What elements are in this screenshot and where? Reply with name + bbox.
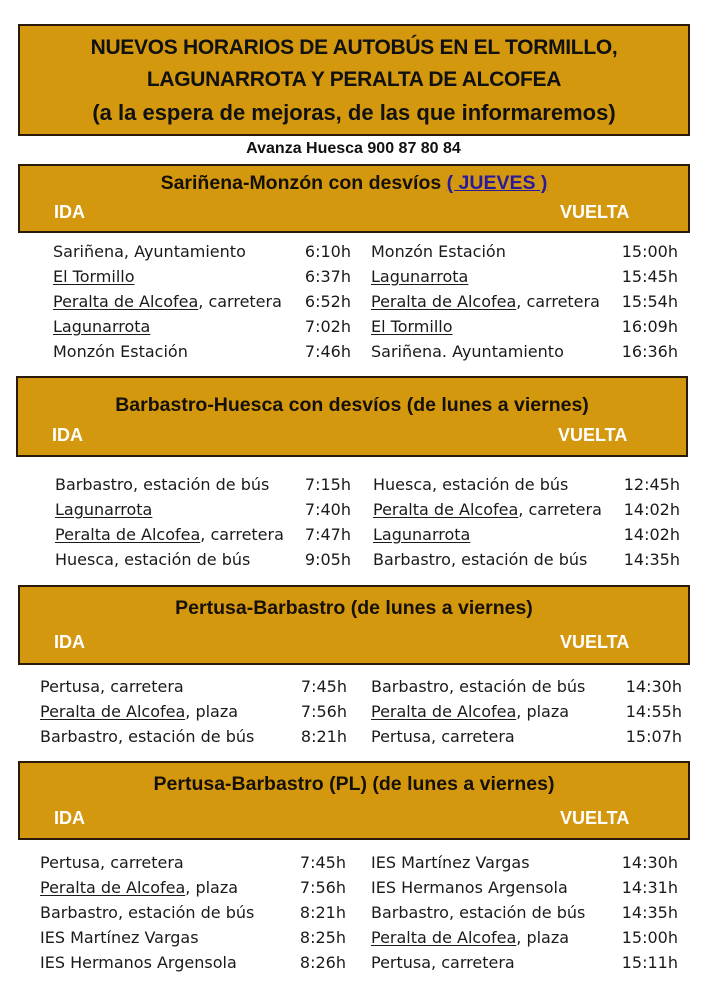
stop-detail: Huesca, estación de bús xyxy=(373,475,569,494)
stop-row xyxy=(40,674,347,699)
stop-detail: , plaza xyxy=(516,928,570,947)
ida-label: IDA xyxy=(54,808,85,828)
title-line-2: LAGUNARROTA Y PERALTA DE ALCOFEA xyxy=(146,68,562,91)
stop-row xyxy=(55,547,351,572)
stop-row xyxy=(371,925,678,950)
stop-name xyxy=(371,724,515,749)
main-title-banner xyxy=(18,24,690,136)
stop-name xyxy=(40,875,238,900)
stop-detail: IES Martínez Vargas xyxy=(371,853,530,872)
stop-detail: Barbastro, estación de bús xyxy=(40,903,255,922)
departure-time: 7:15h xyxy=(304,475,351,494)
stop-row xyxy=(371,674,682,699)
departure-time: 7:40h xyxy=(304,500,351,519)
stop-row xyxy=(371,239,678,264)
departure-time: 14:35h xyxy=(623,550,680,569)
stop-detail: Sariñena. Ayuntamiento xyxy=(371,342,564,361)
departure-time: 15:00h xyxy=(621,242,678,261)
departure-time: 14:35h xyxy=(621,903,678,922)
vuelta-label: VUELTA xyxy=(560,808,630,828)
stop-detail: , plaza xyxy=(185,878,239,897)
stop-row xyxy=(371,264,678,289)
stop-row xyxy=(371,850,678,875)
stop-name xyxy=(371,699,569,724)
departure-time: 6:52h xyxy=(304,292,351,311)
vuelta-label: VUELTA xyxy=(560,202,630,222)
stop-detail: Barbastro, estación de bús xyxy=(371,903,586,922)
departure-time: 14:55h xyxy=(625,702,682,721)
stop-row xyxy=(40,850,346,875)
stop-link[interactable]: Peralta de Alcofea xyxy=(40,702,186,721)
stop-name xyxy=(371,875,568,900)
departure-time: 7:46h xyxy=(304,342,351,361)
stop-row xyxy=(373,522,680,547)
stop-detail: , carretera xyxy=(516,292,600,311)
stop-link[interactable]: Peralta de Alcofea xyxy=(371,292,517,311)
stop-name xyxy=(373,472,568,497)
stop-link[interactable]: Peralta de Alcofea xyxy=(373,500,519,519)
ida-label: IDA xyxy=(54,202,85,222)
vuelta-label: VUELTA xyxy=(560,632,630,652)
section-title-text: Pertusa-Barbastro (PL) (de lunes a viernes) xyxy=(153,773,555,795)
stop-row xyxy=(53,289,351,314)
stop-name xyxy=(371,339,564,364)
section-header-sarinena-monzon xyxy=(18,164,690,233)
company-contact: Avanza Huesca 900 87 80 84 xyxy=(246,140,461,157)
stop-row xyxy=(371,950,678,975)
stop-detail: , carretera xyxy=(518,500,602,519)
departure-time: 7:47h xyxy=(304,525,351,544)
stop-row xyxy=(373,547,680,572)
stop-link[interactable]: Lagunarrota xyxy=(55,500,153,519)
section-title-text: Sariñena-Monzón con desvíos xyxy=(160,172,447,194)
day-link[interactable]: ( JUEVES ) xyxy=(446,172,548,194)
stop-name xyxy=(373,522,470,547)
stop-row xyxy=(40,724,347,749)
stop-name xyxy=(40,950,237,975)
stop-detail: IES Martínez Vargas xyxy=(40,928,199,947)
departure-time: 8:25h xyxy=(299,928,346,947)
stop-name xyxy=(53,289,282,314)
stop-name xyxy=(371,900,585,925)
vuelta-label: VUELTA xyxy=(558,425,628,445)
stop-row xyxy=(371,724,682,749)
schedule-ida-sarinena-monzon xyxy=(53,239,351,364)
stop-detail: Pertusa, carretera xyxy=(40,853,184,872)
stop-name xyxy=(373,547,587,572)
departure-time: 12:45h xyxy=(623,475,680,494)
section-title xyxy=(20,597,688,620)
title-subtitle: (a la espera de mejoras, de las que informaremos) xyxy=(92,100,616,125)
stop-row xyxy=(55,472,351,497)
stop-link[interactable]: Peralta de Alcofea xyxy=(40,878,186,897)
departure-time: 14:31h xyxy=(621,878,678,897)
stop-row xyxy=(55,522,351,547)
stop-link[interactable]: Peralta de Alcofea xyxy=(371,702,517,721)
departure-time: 15:11h xyxy=(621,953,678,972)
stop-detail: Barbastro, estación de bús xyxy=(55,475,270,494)
stop-name xyxy=(371,239,506,264)
stop-row xyxy=(40,925,346,950)
stop-row xyxy=(373,472,680,497)
stop-link[interactable]: Peralta de Alcofea xyxy=(53,292,199,311)
departure-time: 6:10h xyxy=(304,242,351,261)
departure-time: 14:02h xyxy=(623,525,680,544)
departure-time: 16:36h xyxy=(621,342,678,361)
section-title xyxy=(20,773,688,796)
departure-time: 14:02h xyxy=(623,500,680,519)
stop-row xyxy=(371,314,678,339)
stop-row xyxy=(40,699,347,724)
section-title xyxy=(20,172,688,195)
schedule-ida-pertusa-barbastro-pl xyxy=(40,850,346,975)
schedule-ida-barbastro-huesca xyxy=(55,472,351,572)
stop-name xyxy=(53,314,150,339)
departure-time: 8:21h xyxy=(300,727,347,746)
stop-row xyxy=(371,289,678,314)
stop-link[interactable]: Peralta de Alcofea xyxy=(371,928,517,947)
stop-row xyxy=(53,314,351,339)
departure-time: 9:05h xyxy=(304,550,351,569)
stop-detail: , carretera xyxy=(200,525,284,544)
schedule-vuelta-pertusa-barbastro-pl xyxy=(371,850,678,975)
stop-detail: IES Hermanos Argensola xyxy=(40,953,237,972)
stop-detail: Monzón Estación xyxy=(371,242,506,261)
stop-link[interactable]: El Tormillo xyxy=(371,317,453,336)
schedule-vuelta-sarinena-monzon xyxy=(371,239,678,364)
stop-detail: Huesca, estación de bús xyxy=(55,550,251,569)
stop-link[interactable]: Lagunarrota xyxy=(373,525,471,544)
stop-name xyxy=(55,547,250,572)
stop-detail: Barbastro, estación de bús xyxy=(373,550,588,569)
stop-detail: Barbastro, estación de bús xyxy=(40,727,255,746)
stop-detail: Monzón Estación xyxy=(53,342,188,361)
departure-time: 16:09h xyxy=(621,317,678,336)
stop-row xyxy=(53,264,351,289)
stop-name xyxy=(55,472,269,497)
departure-time: 14:30h xyxy=(625,677,682,696)
stop-detail: Sariñena, Ayuntamiento xyxy=(53,242,246,261)
ida-label: IDA xyxy=(54,632,85,652)
stop-name xyxy=(371,950,515,975)
departure-time: 7:56h xyxy=(299,878,346,897)
stop-name xyxy=(371,289,600,314)
stop-row xyxy=(371,339,678,364)
stop-detail: , plaza xyxy=(516,702,570,721)
stop-row xyxy=(371,875,678,900)
departure-time: 8:26h xyxy=(299,953,346,972)
stop-name xyxy=(55,497,152,522)
section-header-pertusa-barbastro-pl xyxy=(18,761,690,840)
stop-name xyxy=(40,925,199,950)
departure-time: 15:07h xyxy=(625,727,682,746)
stop-link[interactable]: Lagunarrota xyxy=(53,317,151,336)
stop-name xyxy=(373,497,602,522)
stop-row xyxy=(373,497,680,522)
ida-label: IDA xyxy=(52,425,83,445)
stop-detail: IES Hermanos Argensola xyxy=(371,878,568,897)
stop-name xyxy=(371,314,453,339)
schedule-vuelta-barbastro-huesca xyxy=(373,472,680,572)
stop-name xyxy=(53,264,135,289)
departure-time: 15:00h xyxy=(621,928,678,947)
stop-name xyxy=(371,925,569,950)
stop-name xyxy=(371,264,468,289)
stop-row xyxy=(371,699,682,724)
stop-link[interactable]: Lagunarrota xyxy=(371,267,469,286)
stop-name xyxy=(53,239,246,264)
section-header-barbastro-huesca xyxy=(16,376,688,457)
stop-name xyxy=(40,850,184,875)
departure-time: 14:30h xyxy=(621,853,678,872)
section-title xyxy=(18,394,686,417)
stop-name xyxy=(53,339,188,364)
departure-time: 15:45h xyxy=(621,267,678,286)
stop-name xyxy=(55,522,284,547)
stop-detail: , plaza xyxy=(185,702,239,721)
departure-time: 15:54h xyxy=(621,292,678,311)
schedule-vuelta-pertusa-barbastro xyxy=(371,674,682,749)
section-title-text: Barbastro-Huesca con desvíos (de lunes a viernes) xyxy=(115,394,589,416)
departure-time: 7:45h xyxy=(299,853,346,872)
stop-name xyxy=(371,850,530,875)
stop-detail: , carretera xyxy=(198,292,282,311)
stop-detail: Pertusa, carretera xyxy=(371,953,515,972)
stop-row xyxy=(40,900,346,925)
stop-row xyxy=(55,497,351,522)
stop-name xyxy=(40,900,254,925)
title-line-1: NUEVOS HORARIOS DE AUTOBÚS EN EL TORMILLO, xyxy=(90,36,618,59)
stop-name xyxy=(40,699,238,724)
schedule-ida-pertusa-barbastro xyxy=(40,674,347,749)
stop-name xyxy=(40,724,254,749)
departure-time: 7:45h xyxy=(300,677,347,696)
section-header-pertusa-barbastro xyxy=(18,585,690,665)
stop-row xyxy=(371,900,678,925)
departure-time: 8:21h xyxy=(299,903,346,922)
stop-link[interactable]: Peralta de Alcofea xyxy=(55,525,201,544)
departure-time: 6:37h xyxy=(304,267,351,286)
stop-detail: Pertusa, carretera xyxy=(371,727,515,746)
stop-name xyxy=(371,674,585,699)
section-title-text: Pertusa-Barbastro (de lunes a viernes) xyxy=(175,597,533,619)
stop-name xyxy=(40,674,184,699)
stop-row xyxy=(53,339,351,364)
stop-row xyxy=(53,239,351,264)
stop-detail: Barbastro, estación de bús xyxy=(371,677,586,696)
stop-link[interactable]: El Tormillo xyxy=(53,267,135,286)
departure-time: 7:56h xyxy=(300,702,347,721)
stop-detail: Pertusa, carretera xyxy=(40,677,184,696)
departure-time: 7:02h xyxy=(304,317,351,336)
stop-row xyxy=(40,950,346,975)
stop-row xyxy=(40,875,346,900)
